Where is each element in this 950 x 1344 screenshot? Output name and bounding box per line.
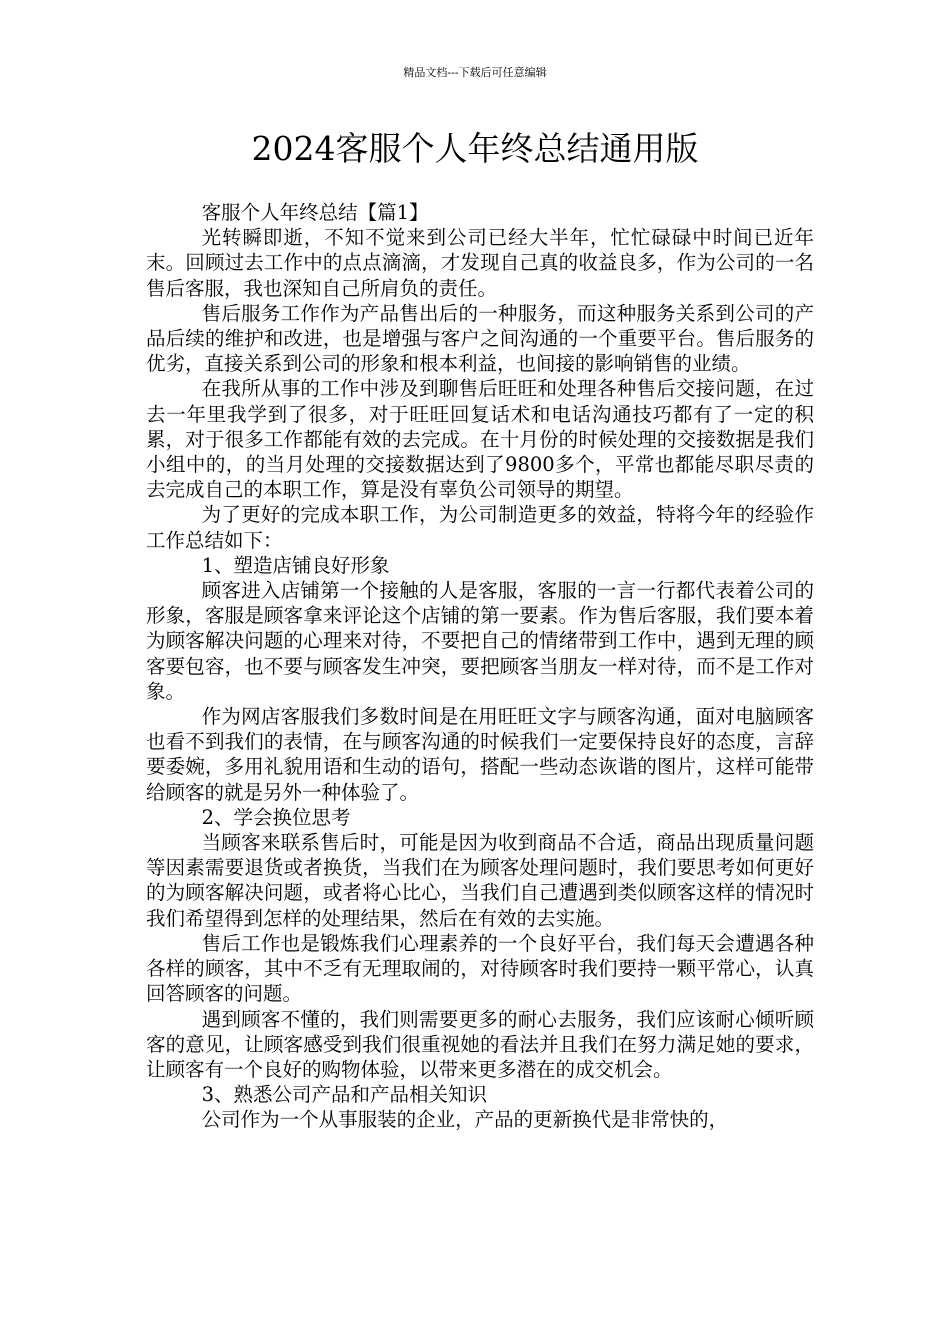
list-heading: 2、学会换位思考 [201,805,351,829]
section-heading: 客服个人年终总结【篇1】 [201,201,429,224]
document-body [146,200,814,1133]
paragraph: 顾客进入店铺第一个接触的人是客服，客服的一言一行都代表着公司的形象，客服是顾客拿来评论这个店铺的第一要素。作为售后客服，我们要本着为顾客解决问题的心理来对待，不要把自己的情绪带到工作中，遇到无理的顾客要包容，也不要与顾客发生冲突，要把顾客当朋友一样对待，而不是工作对象。 [146,579,814,703]
paragraph: 公司作为一个从事服装的企业，产品的更新换代是非常快的， [201,1108,729,1132]
paragraph: 为了更好的完成本职工作，为公司制造更多的效益，特将今年的经验作工作总结如下： [146,503,814,552]
paragraph: 在我所从事的工作中涉及到聊售后旺旺和处理各种售后交接问题，在过去一年里我学到了很多，对于旺旺回复话术和电话沟通技巧都有了一定的积累，对于很多工作都能有效的去完成。在十月份的时候处理的交接数据是我们小组中的，的当月处理的交接数据达到了9800多个，平常也都能尽职尽责的去完成自己的本职工作，算是没有辜负公司领导的期望。 [146,377,814,502]
page-header-note: 精品文档---下载后可任意编辑 [403,66,547,79]
paragraph: 当顾客来联系售后时，可能是因为收到商品不合适，商品出现质量问题等因素需要退货或者换货，当我们在为顾客处理问题时，我们要思考如何更好的为顾客解决问题，或者将心比心，当我们自己遭遇到类似顾客这样的情况时我们希望得到怎样的处理结果，然后在有效的去实施。 [146,831,814,930]
document-title: 2024客服个人年终总结通用版 [251,129,699,168]
paragraph: 售后工作也是锻炼我们心理素养的一个良好平台，我们每天会遭遇各种各样的顾客，其中不乏有无理取闹的，对待顾客时我们要持一颗平常心，认真回答顾客的问题。 [146,931,814,1006]
list-heading: 1、塑造店铺良好形象 [201,553,390,577]
list-heading: 3、熟悉公司产品和产品相关知识 [201,1083,487,1107]
paragraph: 遇到顾客不懂的，我们则需要更多的耐心去服务，我们应该耐心倾听顾客的意见，让顾客感受到我们很重视她的看法并且我们在努力满足她的要求，让顾客有一个良好的购物体验，以带来更多潜在的成交机会。 [146,1007,814,1081]
paragraph: 光转瞬即逝，不知不觉来到公司已经大半年，忙忙碌碌中时间已近年末。回顾过去工作中的点点滴滴，才发现自己真的收益良多，作为公司的一名售后客服，我也深知自己所肩负的责任。 [146,226,814,300]
paragraph: 作为网店客服我们多数时间是在用旺旺文字与顾客沟通，面对电脑顾客也看不到我们的表情，在与顾客沟通的时候我们一定要保持良好的态度，言辞要委婉，多用礼貌用语和生动的语句，搭配一些动态诙谐的图片，这样可能带给顾客的就是另外一种体验了。 [146,705,814,804]
paragraph: 售后服务工作作为产品售出后的一种服务，而这种服务关系到公司的产品后续的维护和改进，也是增强与客户之间沟通的一个重要平台。售后服务的优劣，直接关系到公司的形象和根本利益，也间接的影响销售的业绩。 [146,301,814,376]
